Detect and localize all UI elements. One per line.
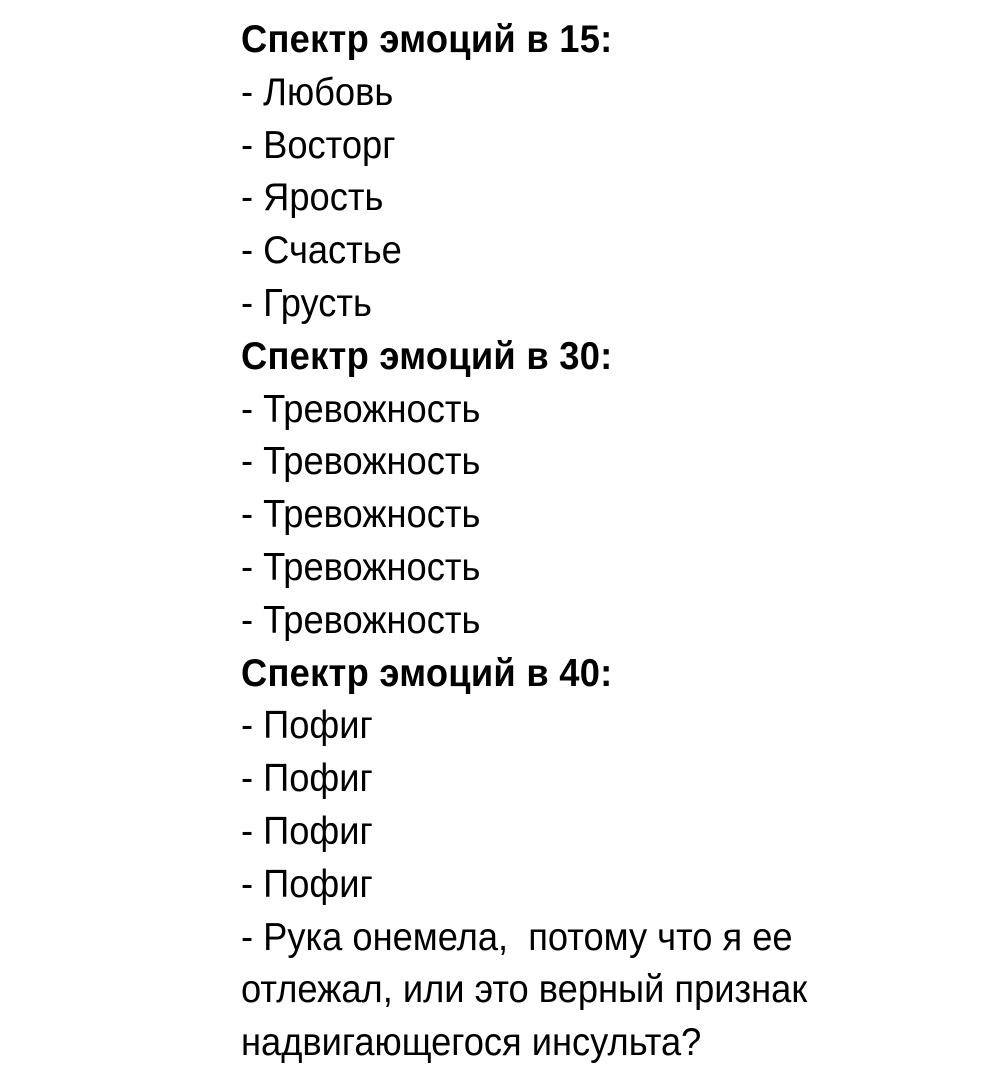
list-item: - Грусть [241,281,372,325]
list-item: - Пофиг [241,809,373,853]
list-item: - Пофиг [241,862,373,906]
final-item-line-2: отлежал, или это верный признак [241,968,808,1012]
section-heading-40: Спектр эмоций в 40: [241,651,613,695]
list-item: - Пофиг [241,704,373,748]
section-heading-15: Спектр эмоций в 15: [241,18,613,61]
list-item: - Тревожность [241,440,481,484]
list-item: - Любовь [241,70,394,114]
list-item: - Ярость [241,176,384,220]
section-heading-30: Спектр эмоций в 30: [241,334,613,378]
meme-text [241,14,941,1070]
list-item: - Пофиг [241,757,373,801]
list-item: - Тревожность [241,387,481,431]
list-item: - Тревожность [241,493,481,537]
final-item-line-1: - Рука онемела, потому что я ее [241,915,793,959]
list-item: - Счастье [241,229,402,273]
list-item: - Тревожность [241,545,481,589]
list-item: - Восторг [241,123,396,167]
final-item-line-3: надвигающегося инсульта? [241,1021,702,1065]
list-item: - Тревожность [241,598,481,642]
